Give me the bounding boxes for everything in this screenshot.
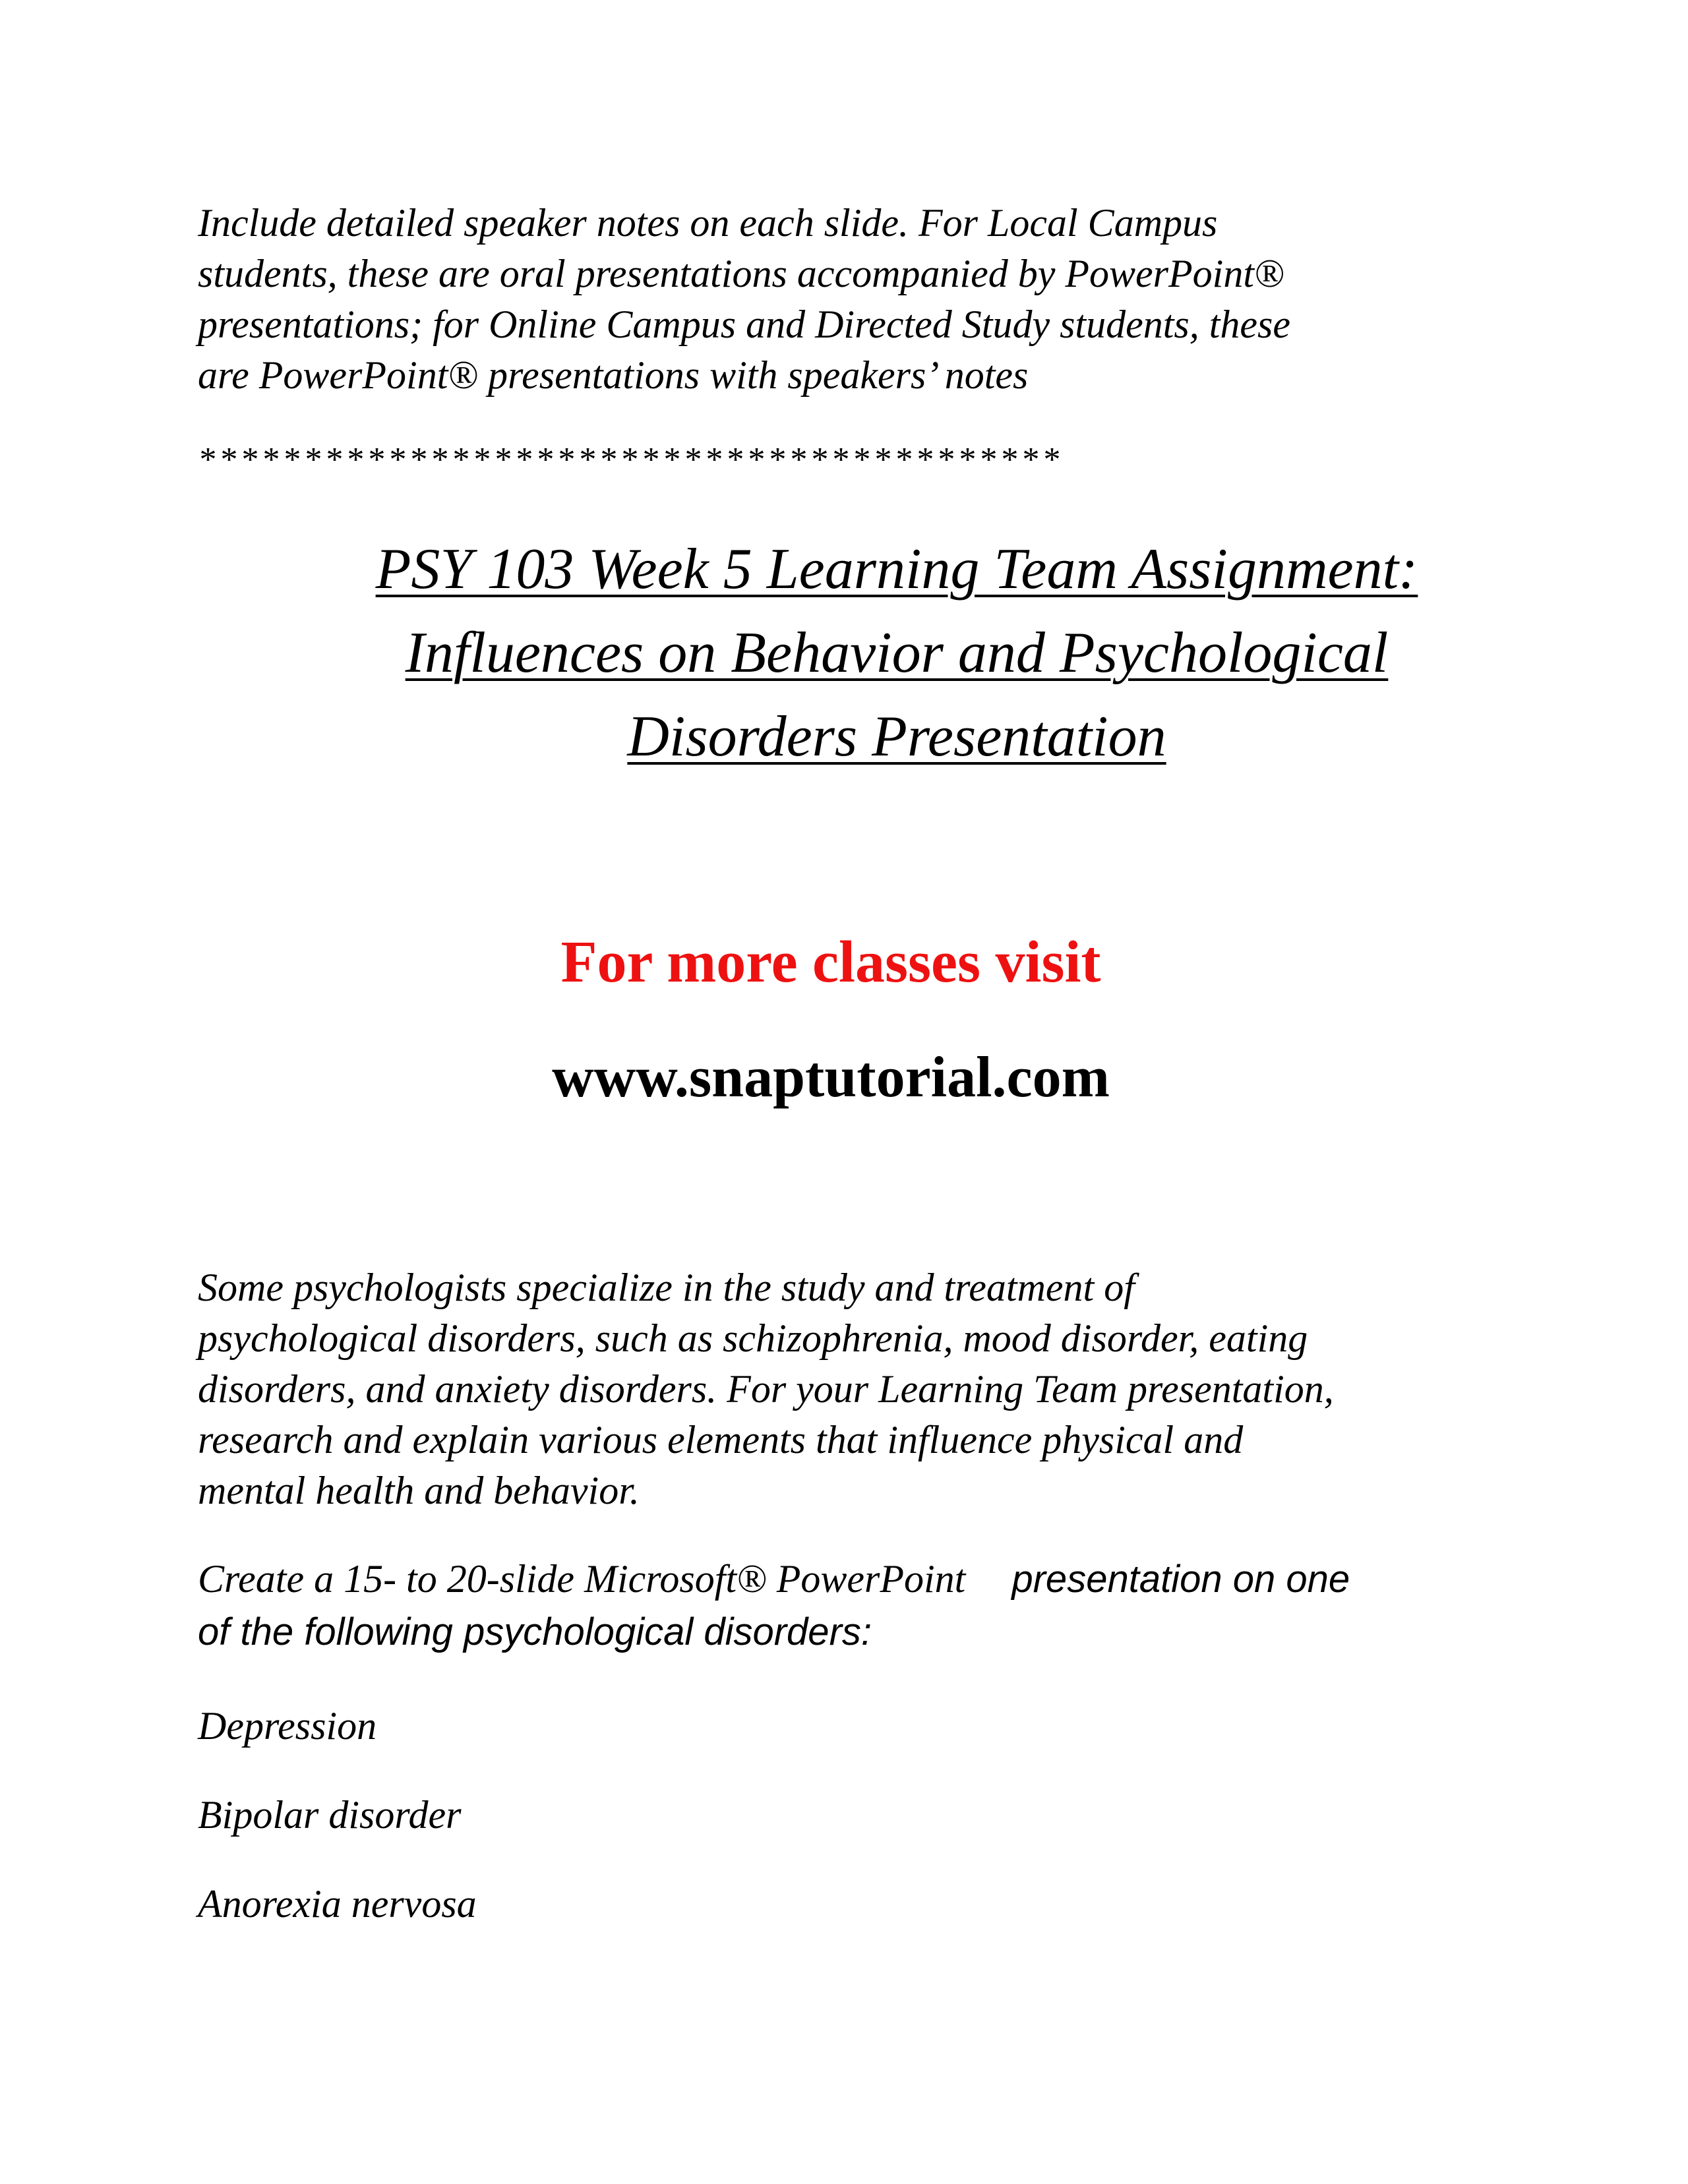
create-line-2: of the following psychological disorders: xyxy=(198,1610,872,1653)
document-title xyxy=(185,527,1609,779)
create-instruction xyxy=(198,1552,1517,1659)
title-line: PSY 103 Week 5 Learning Team Assignment: xyxy=(375,537,1418,601)
intro-line: are PowerPoint® presentations with speakers’ notes xyxy=(198,353,1029,397)
disorder-item-depression: Depression xyxy=(198,1704,377,1748)
promo-visit-text: For more classes visit xyxy=(560,930,1101,995)
promo-url[interactable]: www.snaptutorial.com xyxy=(552,1046,1110,1109)
body-line: mental health and behavior. xyxy=(198,1469,640,1512)
intro-paragraph xyxy=(198,198,1490,401)
body-line: Some psychologists specialize in the study and treatment of xyxy=(198,1266,1135,1309)
body-line: research and explain various elements that influence physical and xyxy=(198,1418,1244,1461)
body-paragraph xyxy=(198,1262,1490,1516)
body-line: psychological disorders, such as schizophrenia, mood disorder, eating xyxy=(198,1316,1308,1360)
disorder-item-anorexia: Anorexia nervosa xyxy=(198,1882,477,1926)
create-line xyxy=(198,1552,1517,1606)
title-line: Influences on Behavior and Psychological xyxy=(405,621,1389,685)
intro-line: presentations; for Online Campus and Directed Study students, these xyxy=(198,303,1291,346)
disorder-item-bipolar: Bipolar disorder xyxy=(198,1793,462,1837)
intro-line: Include detailed speaker notes on each slide. For Local Campus xyxy=(198,201,1218,245)
create-sans-part: presentation on one xyxy=(1011,1558,1350,1601)
create-serif-part: Create a 15- to 20-slide Microsoft® PowerPoint xyxy=(198,1557,966,1601)
intro-line: students, these are oral presentations accompanied by PowerPoint® xyxy=(198,252,1284,295)
asterisk-separator: ***************************************** xyxy=(198,441,1063,479)
title-line: Disorders Presentation xyxy=(627,705,1166,769)
body-line: disorders, and anxiety disorders. For your Learning Team presentation, xyxy=(198,1367,1334,1411)
